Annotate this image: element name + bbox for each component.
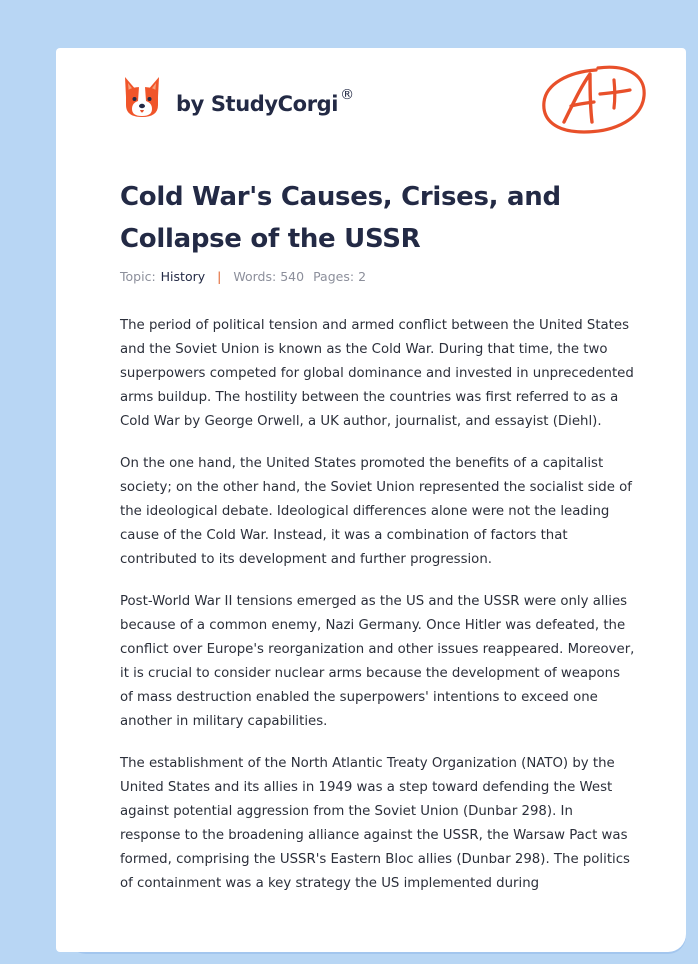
paragraph: The period of political tension and armed conflict between the United States and the Soviet Union is known as the Cold War. During that time, the two superpowers competed for global dominance and invested in unprecedented arms buildup. The hostility between the countries was first referred to as a Cold War by George Orwell, a UK author, journalist, and essayist (Diehl). [120,318,634,429]
brand-name [176,86,354,116]
pages-label: Pages: [313,269,355,284]
paragraph: On the one hand, the United States promoted the benefits of a capitalist society; on the other hand, the Soviet Union represented the socialist side of the ideological debate. Ideological differences alone were not the leading cause of the Cold War. Instead, it was a combination of factors that contributed to its development and further progression. [120,456,632,567]
corgi-icon [122,75,162,121]
paragraph: The establishment of the North Atlantic Treaty Organization (NATO) by the United States and its allies in 1949 was a step toward defending the West against potential aggression from the Soviet Union (Dunbar 298). In response to the broadening alliance against the USSR, the Warsaw Pact was formed, comprising the USSR's Eastern Bloc allies (Dunbar 298). The politics of containment was a key strategy the US implemented during [120,756,630,891]
studycorgi-logo[interactable] [122,74,354,122]
grade-a-plus-stamp [538,60,650,142]
topic-link[interactable]: History [160,269,206,284]
paragraph: Post-World War II tensions emerged as the US and the USSR were only allies because of a common enemy, Nazi Germany. Once Hitler was defeated, the conflict over Europe's reorganization and other issues reappeared. Moreover, it is crucial to consider nuclear arms because the development of weapons of mass destruction enabled the superpowers' intentions to exceed one another in military capabilities. [120,594,635,729]
topic-label: Topic: [120,269,156,284]
words-label: Words: [233,269,277,284]
pages-count: 2 [358,269,367,284]
meta-separator: | [217,269,222,284]
words-count: 540 [280,269,305,284]
registered-mark: ® [340,86,354,103]
essay-meta [120,269,366,284]
essay-body [120,314,636,914]
essay-card [56,48,686,952]
essay-title: Cold War's Causes, Crises, and Collapse of the USSR [120,182,561,254]
brand-text: by StudyCorgi [176,91,339,116]
